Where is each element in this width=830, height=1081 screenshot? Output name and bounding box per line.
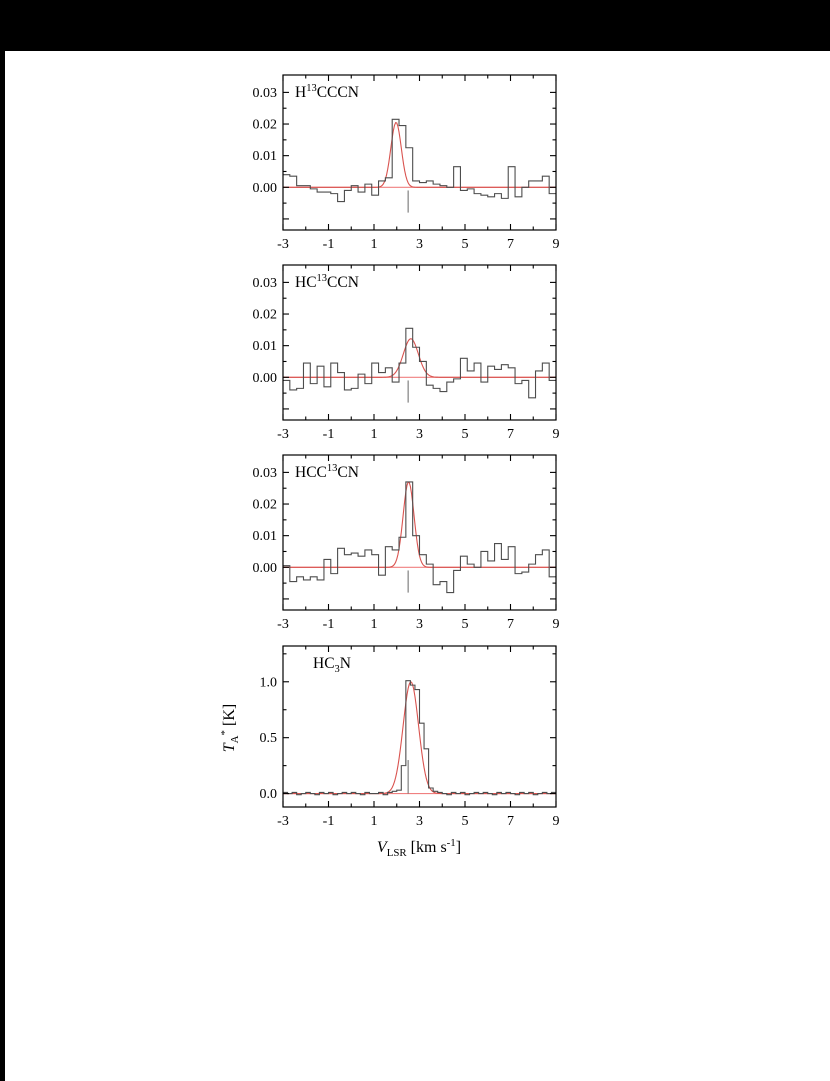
x-tick-label: -3: [277, 814, 289, 829]
histogram-spectrum: [283, 119, 556, 201]
histogram-spectrum: [283, 328, 556, 398]
y-tick-label: 0.03: [252, 275, 277, 291]
panel-title-h13cccn: $H^{13}CCCN$: [295, 83, 359, 101]
y-tick-label: 0.01: [252, 529, 277, 545]
x-tick-label: 7: [507, 617, 514, 632]
axis-ticks: [283, 265, 556, 420]
x-tick-label: 3: [416, 814, 423, 829]
y-tick-label: 0.02: [252, 117, 277, 133]
spectrum-panel-h13cccn: [253, 75, 560, 252]
x-tick-label: 7: [507, 814, 514, 829]
x-tick-label: 1: [370, 617, 378, 632]
x-tick-label: 9: [552, 427, 560, 442]
x-tick-label: -3: [277, 237, 289, 252]
panel-title-hc3n: $HC_3N$: [313, 655, 351, 676]
x-tick-label: 7: [507, 427, 514, 442]
x-tick-label: 9: [552, 814, 560, 829]
x-tick-label: 9: [552, 237, 560, 252]
y-tick-label: 1.0: [259, 675, 277, 691]
y-axis-label: $T_A^*$ [K]: [218, 703, 242, 753]
y-tick-label: 0.0: [259, 787, 277, 803]
x-tick-label: 3: [416, 237, 423, 252]
y-tick-label: 0.00: [252, 180, 277, 196]
y-tick-label: 0.01: [252, 339, 277, 355]
x-tick-label: 9: [552, 617, 560, 632]
y-tick-label: 0.5: [259, 731, 277, 747]
x-tick-label: 5: [461, 617, 469, 632]
x-tick-label: 3: [416, 427, 423, 442]
x-tick-label: 7: [507, 237, 514, 252]
y-tick-label: 0.03: [252, 465, 277, 481]
y-tick-label: 0.03: [252, 85, 277, 101]
x-tick-label: -3: [277, 617, 289, 632]
histogram-spectrum: [283, 482, 556, 593]
x-tick-label: 1: [370, 427, 378, 442]
x-tick-label: -1: [322, 814, 335, 829]
spectrum-panel-hc13ccn: [253, 265, 560, 442]
y-tick-label: 0.00: [252, 370, 277, 386]
x-axis-label: $V_{LSR}$ [km $s^{-1}$]: [376, 836, 462, 860]
spectrum-panel-hc3n: [260, 646, 560, 829]
y-tick-label: 0.00: [252, 560, 277, 576]
x-tick-label: 1: [370, 237, 378, 252]
x-tick-label: 3: [416, 617, 423, 632]
y-tick-label: 0.02: [252, 307, 277, 323]
x-tick-label: 5: [461, 237, 469, 252]
panel-frame: [283, 265, 556, 420]
x-tick-label: -1: [322, 427, 335, 442]
x-tick-label: 5: [461, 814, 469, 829]
panel-title-hcc13cn: HCC$^{13}$CN: [295, 463, 359, 481]
y-tick-label: 0.01: [252, 149, 277, 165]
x-tick-label: -1: [322, 617, 335, 632]
spectrum-panel-hcc13cn: [253, 455, 560, 632]
panel-title-hc13ccn: HC$^{13}$CCN: [295, 273, 359, 291]
x-tick-label: -3: [277, 427, 289, 442]
x-tick-label: 1: [370, 814, 378, 829]
y-tick-label: 0.02: [252, 497, 277, 513]
x-tick-label: -1: [322, 237, 335, 252]
x-tick-label: 5: [461, 427, 469, 442]
